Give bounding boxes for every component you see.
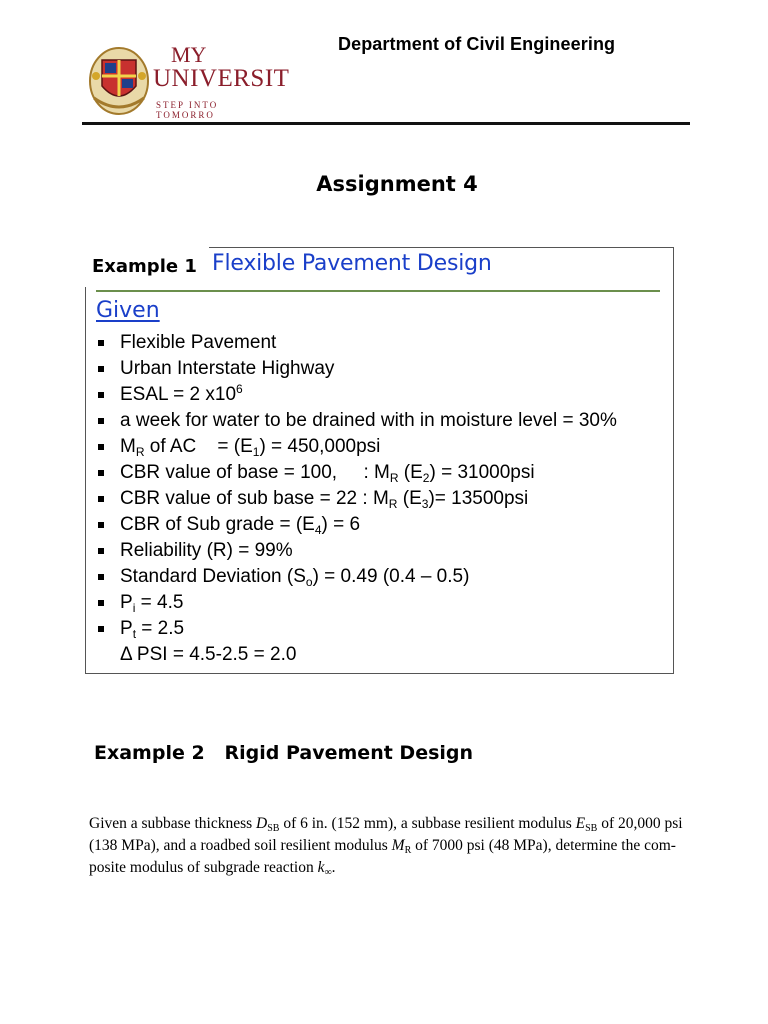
text: posite modulus of subgrade reaction (89, 859, 318, 876)
item-text: Reliability (R) = 99% (120, 540, 293, 561)
subscript: 2 (422, 471, 430, 485)
item-text: Standard Deviation (S (120, 566, 306, 587)
university-logo (88, 42, 290, 120)
item-text: ) = 31000psi (429, 462, 535, 483)
subscript: i (132, 601, 136, 615)
item-text: Δ PSI = 4.5-2.5 = 2.0 (120, 644, 297, 665)
bullet (98, 340, 104, 346)
bullet (98, 366, 104, 372)
item-text: CBR value of sub base = 22 : M (120, 488, 389, 509)
list-item (98, 330, 617, 356)
text: . (331, 859, 336, 876)
subscript: R (389, 471, 399, 485)
subscript: 1 (252, 445, 260, 459)
given-list (98, 330, 617, 668)
superscript: 6 (236, 382, 243, 396)
department-name: Department of Civil Engineering (338, 34, 616, 54)
subscript: R (135, 445, 145, 459)
text: of 20,000 psi (597, 815, 683, 832)
subscript: t (132, 627, 137, 641)
list-item (98, 590, 617, 616)
logo-tagline: STEP INTO TOMORRO (156, 100, 219, 120)
bullet (98, 574, 104, 580)
example1-label: Example 1 (92, 256, 197, 277)
university-crest-icon (88, 46, 150, 116)
variable: E (575, 815, 586, 832)
assignment-title: Assignment 4 (316, 172, 478, 196)
subscript: o (305, 575, 313, 589)
item-text: = 2.5 (136, 618, 185, 639)
paragraph-line (89, 835, 689, 857)
list-item (98, 564, 617, 590)
item-text: )= 13500psi (428, 488, 529, 509)
list-item (98, 408, 617, 434)
item-text: P (120, 592, 133, 613)
item-text: a week for water to be drained with in moisture level = 30% (120, 410, 617, 431)
header-divider (82, 122, 690, 125)
item-text: ESAL = 2 x10 (120, 384, 237, 405)
list-item (98, 382, 617, 408)
logo-text-my: MY (171, 42, 207, 67)
list-item (98, 642, 617, 668)
bullet (98, 496, 104, 502)
subscript: R (404, 845, 412, 856)
paragraph-line (89, 857, 689, 879)
item-text: CBR value of base = 100, : M (120, 462, 390, 483)
example2-paragraph (89, 813, 689, 879)
variable: M (391, 837, 405, 854)
item-text: of AC = (E (144, 436, 253, 457)
text: Given a subbase thickness (89, 815, 257, 832)
logo-text-university: UNIVERSIT (153, 65, 290, 92)
bullet (98, 392, 104, 398)
list-item (98, 356, 617, 382)
item-text: ) = 450,000psi (259, 436, 381, 457)
item-text: (E (398, 462, 423, 483)
bullet (98, 522, 104, 528)
subscript: 4 (314, 523, 322, 537)
item-text: CBR of Sub grade = (E (120, 514, 315, 535)
subscript: R (388, 497, 398, 511)
variable: k (317, 859, 325, 876)
subscript: SB (585, 823, 598, 834)
variable: D (256, 815, 268, 832)
slide-title: Flexible Pavement Design (212, 251, 492, 276)
subscript: 3 (421, 497, 429, 511)
bullet (98, 470, 104, 476)
item-text: ) = 6 (321, 514, 361, 535)
item-text: (E (397, 488, 422, 509)
item-text: P (120, 618, 133, 639)
bullet (98, 444, 104, 450)
given-heading: Given (96, 298, 160, 323)
text: of 7000 psi (48 MPa), determine the com- (411, 837, 676, 854)
paragraph-line (89, 813, 689, 835)
item-text: Urban Interstate Highway (120, 358, 335, 379)
item-text: M (120, 436, 136, 457)
bullet (98, 418, 104, 424)
list-item (98, 434, 617, 460)
bullet (98, 600, 104, 606)
subscript: SB (267, 823, 280, 834)
slide-title-underline (96, 290, 660, 292)
subscript: ∞ (324, 867, 332, 878)
example2-heading: Example 2 Rigid Pavement Design (94, 742, 474, 764)
list-item (98, 486, 617, 512)
item-text: = 4.5 (135, 592, 184, 613)
item-text: Flexible Pavement (120, 332, 277, 353)
bullet (98, 626, 104, 632)
list-item (98, 512, 617, 538)
list-item (98, 460, 617, 486)
text: of 6 in. (152 mm), a subbase resilient modulus (279, 815, 576, 832)
item-text: ) = 0.49 (0.4 – 0.5) (312, 566, 470, 587)
bullet (98, 548, 104, 554)
list-item (98, 538, 617, 564)
text: (138 MPa), and a roadbed soil resilient modulus (89, 837, 392, 854)
list-item (98, 616, 617, 642)
